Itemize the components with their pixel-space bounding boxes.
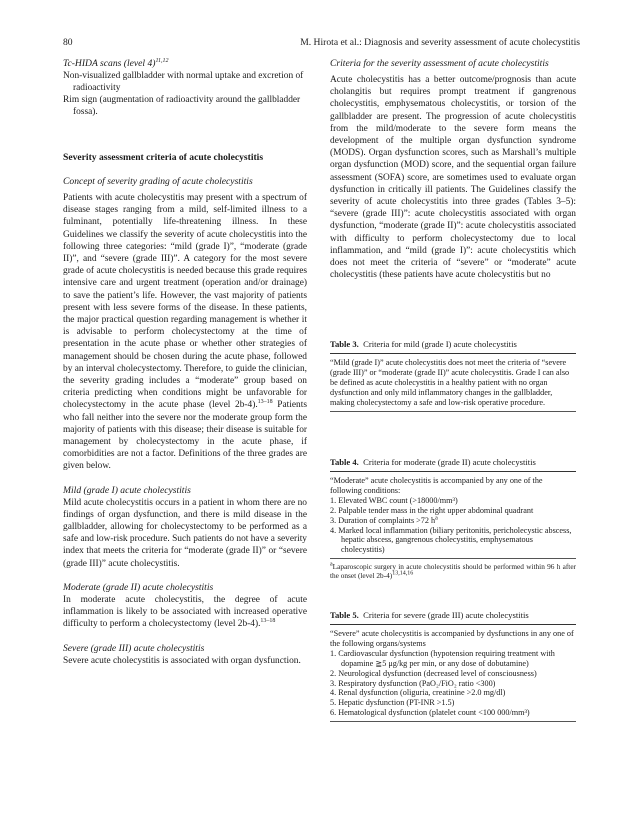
table-3-bottom-rule: [330, 411, 576, 412]
running-title: M. Hirota et al.: Diagnosis and severity assessment of acute cholecystitis: [300, 37, 580, 48]
table-5-caption: Table 5. Criteria for severe (grade III) acute cholecystitis: [330, 610, 576, 625]
table-3-text: “Mild (grade I)” acute cholecystitis does not meet the criteria of “severe (grade III)” or “moderate (grade II)” acute cholecystitis. Grade I can also be defined as acute cholecystitis in a healthy patient with no organ dysfunction and only mild inflammatory changes in the gallbladder, making cholecystectomy a safe and low-risk operative procedure.: [330, 358, 570, 407]
table-4-rule: [330, 558, 576, 559]
table-5-list: [330, 649, 576, 718]
criteria-paragraph: Acute cholecystitis has a better outcome/prognosis than acute cholangitis but requires prompt treatment if gangrenous cholecystitis, emphysematous cholecystitis, or torsion of the gallbladder are present. The progression of acute cholecystitis from the mild/moderate to the severe form means the development of the multiple organ dysfunction syndrome (MODS). Organ dysfunction scores, such as Marshall’s multiple organ dysfunction (MOD) score, and the sequential organ failure assessment (SOFA) score, are sometimes used to evaluate organ dysfunction in critically ill patients. The Guidelines classify the severity of acute cholecystitis into three grades (Tables 3–5): “severe (grade III)”: acute cholecystitis associated with organ dysfunction, “moderate (grade II)”: acute cholecystitis associated with difficulty to perform cholecystectomy due to local inflammation, and “mild (grade I)”: acute cholecystitis which does not meet the criteria of “severe” or “moderate” acute cholecystitis (these patients have acute cholecystitis but no: [330, 75, 576, 281]
table-4: [330, 457, 576, 581]
list-item: 2. Palpable tender mass in the right upper abdominal quadrant: [330, 505, 534, 515]
list-item: 5. Hepatic dysfunction (PT-INR >1.5): [330, 698, 455, 708]
table-5-intro: “Severe” acute cholecystitis is accompanied by dysfunctions in any one of the following organs/systems: [330, 629, 574, 648]
list-item: 4. Marked local inflammation (biliary peritonitis, pericholecystic abscess, hepatic abscess, gangrenous cholecystitis, emphysematous cholecystitis): [330, 525, 572, 555]
table-4-caption: Table 4. Criteria for moderate (grade II) acute cholecystitis: [330, 457, 576, 472]
list-item: 2. Neurological dysfunction (decreased level of consciousness): [330, 668, 537, 678]
list-item: 6. Hematological dysfunction (platelet count <100 000/mm³): [330, 708, 530, 718]
tc-hida-item-2: Rim sign (augmentation of radioactivity around the gallbladder fossa).: [63, 95, 301, 117]
moderate-paragraph: In moderate acute cholecystitis, the degree of acute inflammation is likely to be associated with increased operative difficulty to perform a cholecystectomy (level 2b-4).$^{13-18}$: [63, 594, 307, 630]
moderate-heading: Moderate (grade II) acute cholecystitis: [63, 581, 214, 593]
concept-paragraph: Patients with acute cholecystitis may present with a spectrum of disease stages ranging from a mild, self-limited illness to a fulminant, potentially life-threatening illness. In these Guidelines we classify the severity of acute cholecystitis into the following three categories: “mild (grade I)”, “moderate (grade II)”, and “severe (grade III)”. A category for the most severe grade of acute cholecystitis is needed because this grade requires intensive care and urgent treatment (operation and/or drainage) to save the patient’s life. However, the vast majority of patients present with less severe forms of the disease. In these patients, the major practical question regarding management is whether it is advisable to perform cholecystectomy at the time of presentation in the acute phase or whether other strategies of management should be chosen during the acute phase, followed by an interval cholecystectomy. Therefore, to guide the clinician, the severity grading includes a “moderate” group based on criteria predicting when conditions might be unfavorable for cholecystectomy in the acute phase (level 2b-4).$^{13-18}$ Patients who fall neither into the severe nor the moderate group form the majority of patients with this disease; their disease is suitable for management by cholecystectomy in the acute phase, if comorbidities are not a factor. Definitions of the three grades are given below.: [63, 193, 307, 472]
list-item: 3. Duration of complaints >72 $h^a$: [330, 514, 438, 525]
page-number: 80: [63, 37, 73, 48]
section-heading: Severity assessment criteria of acute cholecystitis: [63, 152, 264, 163]
table-4-footnote: $^a$Laparoscopic surgery in acute cholecystitis should be performed within 96 h after the onset (level 2b-4)$^{13,14,16}$: [330, 561, 576, 581]
left-column: [63, 58, 307, 667]
list-item: 3. Respiratory dysfunction (PaO₂/FiO₂ ratio <300): [330, 678, 496, 688]
table-4-intro: “Moderate” acute cholecystitis is accompanied by any one of the following conditions:: [330, 476, 543, 495]
tc-hida-item-1: Non-visualized gallbladder with normal uptake and excretion of radioactivity: [63, 71, 304, 93]
list-item: 1. Cardiovascular dysfunction (hypotension requiring treatment with dopamine ≧5 μg/kg per min, or any dose of dobutamine): [330, 648, 555, 668]
table-3-caption: Table 3. Criteria for mild (grade I) acute cholecystitis: [330, 339, 576, 354]
mild-heading: Mild (grade I) acute cholecystitis: [63, 484, 191, 496]
list-item: 1. Elevated WBC count (>18000/mm³): [330, 495, 458, 505]
concept-heading: Concept of severity grading of acute cholecystitis: [63, 176, 253, 187]
tc-hida-heading: Tc-HIDA scans (level 4)$^{11,12}$: [63, 57, 169, 69]
table-3: [330, 339, 576, 412]
criteria-heading: Criteria for the severity assessment of acute cholecystitis: [330, 58, 549, 69]
list-item: 4. Renal dysfunction (oliguria, creatinine >2.0 mg/dl): [330, 688, 506, 698]
table-4-list: [330, 496, 576, 555]
severe-heading: Severe (grade III) acute cholecystitis: [63, 642, 205, 654]
severe-paragraph: Severe acute cholecystitis is associated with organ dysfunction.: [63, 655, 301, 666]
right-column: [330, 58, 576, 281]
table-5-bottom-rule: [330, 721, 576, 722]
table-5: [330, 610, 576, 722]
mild-paragraph: Mild acute cholecystitis occurs in a patient in whom there are no findings of organ dysfunction, and there is mild disease in the gallbladder, allowing for cholecystectomy to be performed as a safe and low-risk procedure. Such patients do not have a severity index that meets the criteria for “moderate (grade II)” or “severe (grade III)” acute cholecystitis.: [63, 497, 307, 569]
